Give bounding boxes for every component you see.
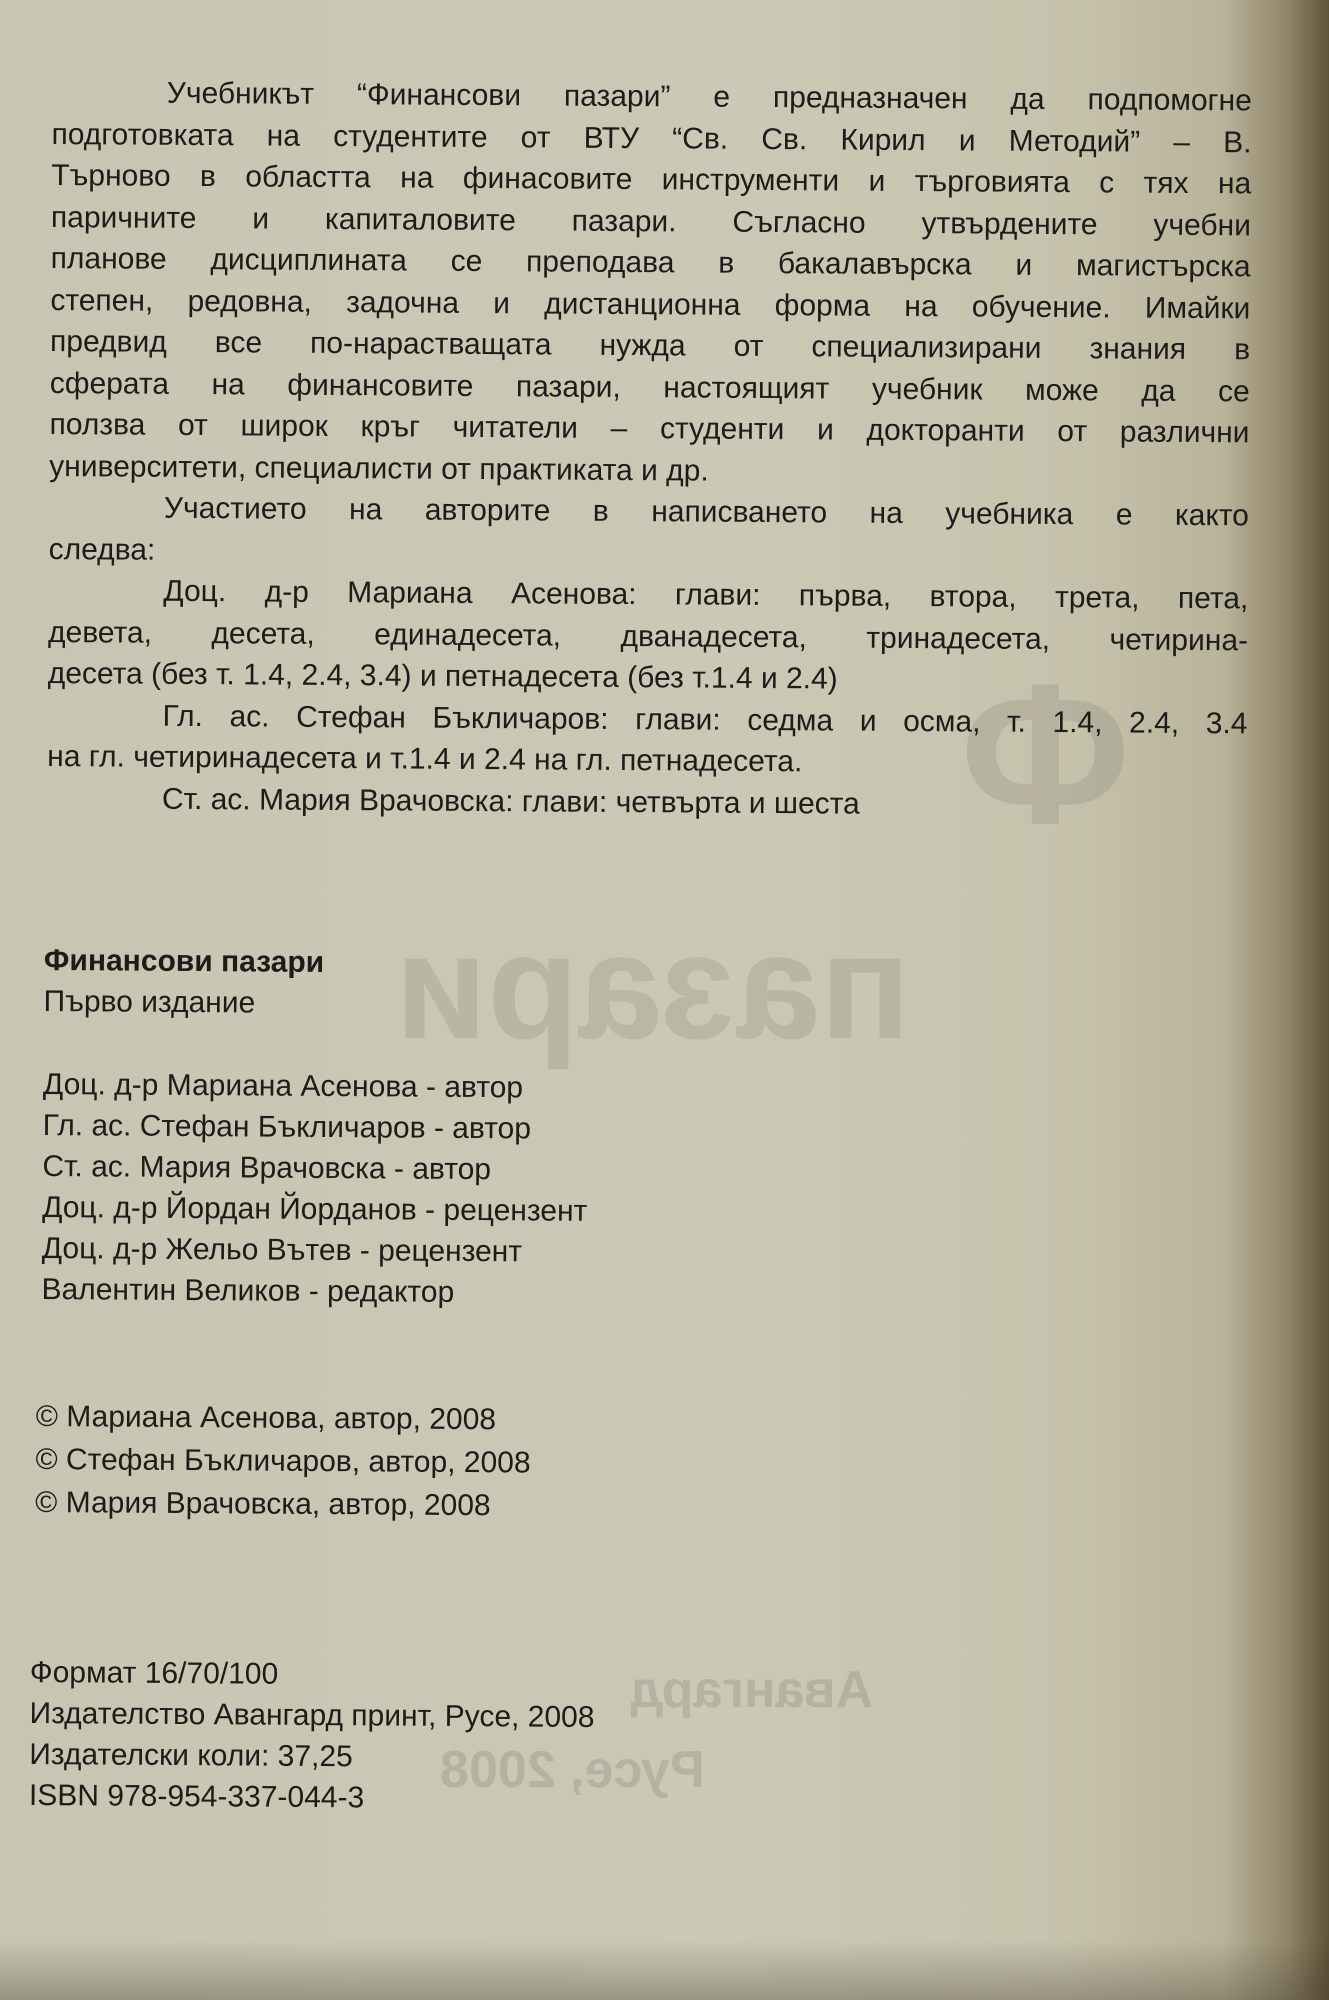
copyright-line: © Мариана Асенова, автор, 2008 — [35, 1399, 497, 1437]
show-through-decoration: Ф — [960, 643, 1131, 866]
edition-label: Първо издание — [43, 984, 256, 1020]
book-title: Финансови пазари — [43, 943, 325, 979]
text-line: ползва от широк кръг читатели – студенти и докторанти от различни — [49, 407, 1250, 450]
text-line: Учебникът “Финансови пазари” е предназначен да подпомогне — [166, 76, 1252, 118]
text-line: предвид все по-нарастващата нужда от специализирани знания в — [50, 324, 1251, 367]
text-line: Участието на авторите в написването на учебника е както — [163, 491, 1250, 533]
show-through-decoration: пазари — [395, 902, 911, 1070]
credit-line: Доц. д-р Мариана Асенова - автор — [42, 1067, 524, 1105]
text-line: сферата на финансовите пазари, настоящият учебник може да се — [49, 366, 1250, 408]
isbn-line: ISBN 978-954-337-044-3 — [28, 1778, 365, 1815]
text-line: десета (без т. 1.4, 2.4, 3.4) и петнадесета (без т.1.4 и 2.4) — [47, 656, 838, 696]
credit-line: Гл. ас. Стефан Бъкличаров - автор — [42, 1108, 532, 1146]
text-line: Ст. ас. Мария Врачовска: глави: четвърта и шеста — [161, 782, 860, 821]
text-line: паричните и капиталовите пазари. Съгласно утвърдените учебни — [50, 200, 1252, 242]
format-line: Формат 16/70/100 — [29, 1655, 279, 1691]
intro-text — [47, 72, 1252, 827]
intro-paragraph-1 — [49, 72, 1252, 495]
text-line: девета, десета, единадесета, дванадесета, тринадесета, четирина- — [47, 615, 1249, 657]
intro-paragraph-2 — [49, 487, 1250, 578]
text-line: планове дисциплината се преподава в бакалавърска и магистърска — [50, 241, 1251, 284]
sheets-line: Издателски коли: 37,25 — [29, 1737, 353, 1774]
copyright-line: © Мария Врачовска, автор, 2008 — [35, 1485, 491, 1523]
intro-paragraph-5 — [47, 777, 1247, 827]
publisher-line: Издателство Авангард принт, Русе, 2008 — [29, 1696, 595, 1734]
copyright-block — [35, 1395, 531, 1527]
text-line: университети, специалисти от практиката и др. — [49, 449, 709, 488]
text-line: следва: — [48, 532, 156, 567]
text-line: подготовката на студентите от ВТУ “Св. Св. Кирил и Методий” – В. — [51, 117, 1252, 159]
credit-line: Доц. д-р Йордан Йорданов - рецензент — [42, 1190, 588, 1228]
text-line: Доц. д-р Мариана Асенова: глави: първа, втора, трета, пета, — [163, 574, 1249, 616]
intro-paragraph-4 — [47, 694, 1248, 785]
text-line: на гл. четиринадесета и т.1.4 и 2.4 на гл. петнадесета. — [47, 739, 803, 779]
credit-line: Доц. д-р Жельо Вътев - рецензент — [41, 1231, 523, 1269]
text-line: Гл. ас. Стефан Бъкличаров: глави: седма и осма, т. 1.4, 2.4, 3.4 — [162, 699, 1248, 740]
credit-line: Ст. ас. Мария Врачовска - автор — [42, 1149, 492, 1187]
imprint-block — [29, 1652, 595, 1820]
credit-line: Валентин Великов - редактор — [41, 1272, 455, 1309]
text-line: степен, редовна, задочна и дистанционна форма на обучение. Имайки — [50, 283, 1251, 325]
credits-block — [41, 940, 589, 1314]
copyright-line: © Стефан Бъкличаров, автор, 2008 — [35, 1442, 531, 1480]
intro-paragraph-3 — [48, 570, 1249, 703]
show-through-decoration: Авангард — [630, 1661, 874, 1719]
spacer — [43, 1022, 588, 1068]
text-line: Търново в областта на финасовите инструменти и търговията с тях на — [51, 158, 1252, 201]
show-through-decoration: Русе, 2008 — [440, 1741, 705, 1799]
